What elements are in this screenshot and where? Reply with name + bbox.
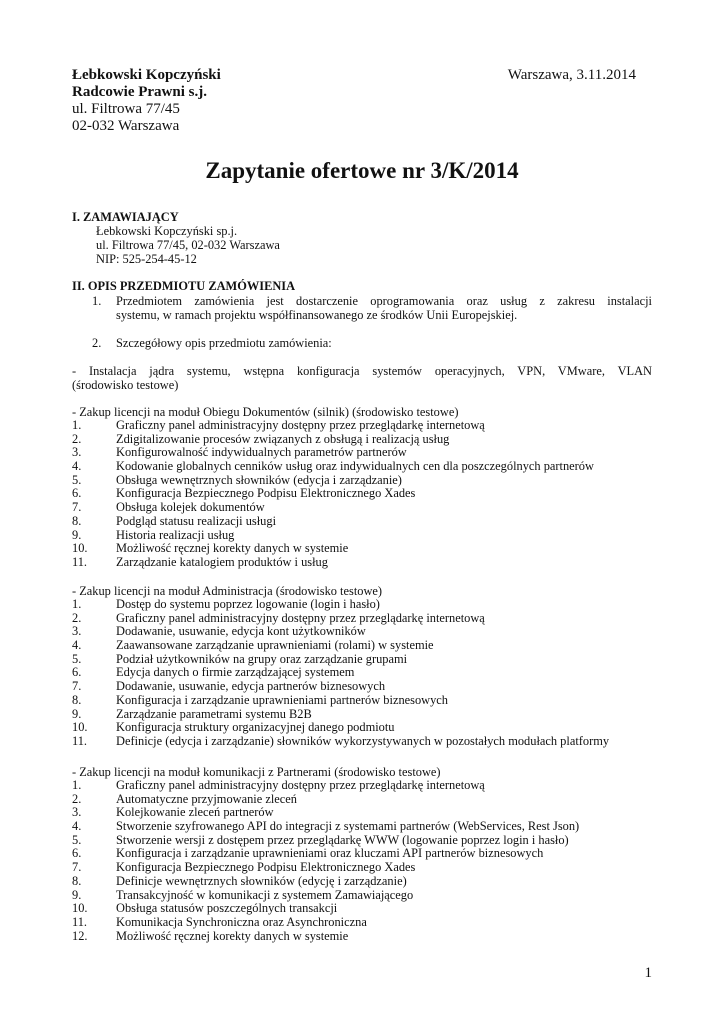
list-item-number: 2.	[72, 791, 82, 806]
client-address: ul. Filtrowa 77/45, 02-032 Warszawa	[96, 238, 280, 252]
install-line1: - Instalacja jądra systemu, wstępna konfiguracja systemów operacyjnych, VPN, VMware, VLAN	[72, 364, 652, 378]
list-item	[72, 653, 672, 667]
list-item-text: Graficzny panel administracyjny dostępny przez przeglądarkę internetową	[116, 418, 485, 432]
list-item-text: Kolejkowanie zleceń partnerów	[116, 805, 274, 820]
list-item-text: Obsługa statusów poszczególnych transakcji	[116, 901, 338, 916]
list-item	[72, 419, 672, 433]
list-item-number: 1.	[72, 778, 82, 792]
list-item	[72, 542, 672, 556]
section2-heading: II. OPIS PRZEDMIOTU ZAMÓWIENIA	[72, 279, 296, 293]
list-item-number: 5.	[72, 832, 82, 847]
list-item-number: 3.	[72, 624, 82, 639]
section1-heading: I. ZAMAWIAJĄCY	[72, 210, 179, 224]
list-item-text: Obsługa kolejek dokumentów	[116, 500, 265, 515]
paragraph-number: 2.	[92, 336, 102, 350]
list-item-text: Transakcyjność w komunikacji z systemem Zamawiającego	[116, 887, 414, 902]
list-item	[72, 474, 672, 488]
list-item	[72, 501, 672, 515]
list-item-number: 7.	[72, 860, 82, 875]
list-item-number: 6.	[72, 486, 82, 501]
list-item-text: Stworzenie szyfrowanego API do integracji z systemami partnerów (WebServices, Rest Json)	[116, 819, 580, 834]
list-item-text: Zaawansowane zarządzanie uprawnieniami (rolami) w systemie	[116, 638, 434, 653]
document-title: Zapytanie ofertowe nr 3/K/2014	[205, 158, 519, 183]
client-nip: NIP: 525-254-45-12	[96, 252, 197, 266]
list-item	[72, 721, 672, 735]
list-item-number: 9.	[72, 887, 82, 902]
list-item-text: Konfiguracja i zarządzanie uprawnieniami partnerów biznesowych	[116, 692, 448, 707]
list-item-number: 5.	[72, 651, 82, 666]
list-item-number: 7.	[72, 500, 82, 515]
list-item	[72, 460, 672, 474]
list-item	[72, 847, 672, 861]
list-item	[72, 820, 672, 834]
list-item	[72, 529, 672, 543]
list-item-number: 8.	[72, 692, 82, 707]
list-item-number: 10.	[72, 901, 88, 916]
list-item	[72, 556, 672, 570]
list-item-text: Zarządzanie katalogiem produktów i usług	[116, 554, 328, 569]
firm-name-line1: Łebkowski Kopczyński	[72, 67, 221, 83]
list-item-text: Konfiguracja i zarządzanie uprawnieniami oraz kluczami API partnerów biznesowych	[116, 846, 544, 861]
list-item-text: Zarządzanie parametrami systemu B2B	[116, 706, 312, 721]
list-item	[72, 433, 672, 447]
list-item-text: Konfiguracja Bezpiecznego Podpisu Elektronicznego Xades	[116, 486, 416, 501]
list-item	[72, 680, 672, 694]
list-item-text: Dostęp do systemu poprzez logowanie (login i hasło)	[116, 597, 380, 611]
firm-name-line2: Radcowie Prawni s.j.	[72, 84, 207, 100]
module1-list	[72, 419, 672, 570]
list-item-text: Obsługa wewnętrznych słowników (edycja i zarządzanie)	[116, 472, 402, 487]
list-item-number: 4.	[72, 638, 82, 653]
list-item-text: Podgląd statusu realizacji usługi	[116, 513, 277, 528]
list-item	[72, 708, 672, 722]
list-item	[72, 861, 672, 875]
list-item-number: 6.	[72, 665, 82, 680]
list-item-number: 10.	[72, 720, 88, 735]
list-item	[72, 806, 672, 820]
list-item	[72, 694, 672, 708]
list-item	[72, 598, 672, 612]
list-item-text: Definicje (edycja i zarządzanie) słowników wykorzystywanych w pozostałych modułach platformy	[116, 733, 610, 748]
list-item-number: 8.	[72, 873, 82, 888]
list-item-text: Dodawanie, usuwanie, edycja kont użytkowników	[116, 624, 366, 639]
list-item-number: 11.	[72, 914, 88, 929]
paragraph-2-text: Szczegółowy opis przedmiotu zamówienia:	[116, 336, 332, 350]
list-item	[72, 834, 672, 848]
list-item-text: Komunikacja Synchroniczna oraz Asynchroniczna	[116, 914, 367, 929]
list-item-number: 8.	[72, 513, 82, 528]
list-item-number: 12.	[72, 928, 88, 943]
list-item-text: Historia realizacji usług	[116, 527, 235, 542]
firm-postal: 02-032 Warszawa	[72, 118, 180, 134]
numbered-paragraph-1	[72, 294, 652, 324]
list-item	[72, 612, 672, 626]
list-item-number: 6.	[72, 846, 82, 861]
list-item	[72, 930, 672, 944]
list-item-number: 3.	[72, 445, 82, 460]
paragraph-number: 1.	[92, 294, 102, 308]
list-item-number: 4.	[72, 819, 82, 834]
list-item-number: 2.	[72, 610, 82, 625]
list-item-text: Kodowanie globalnych cenników usług oraz indywidualnych cen dla poszczególnych partnerów	[116, 459, 594, 474]
list-item	[72, 902, 672, 916]
list-item	[72, 639, 672, 653]
list-item-number: 7.	[72, 679, 82, 694]
list-item	[72, 487, 672, 501]
client-name: Łebkowski Kopczyński sp.j.	[96, 224, 238, 238]
numbered-paragraph-2	[72, 336, 652, 350]
module3-intro: - Zakup licencji na moduł komunikacji z Partnerami (środowisko testowe)	[72, 765, 441, 779]
list-item-number: 11.	[72, 733, 88, 748]
list-item-number: 10.	[72, 541, 88, 556]
list-item-text: Dodawanie, usuwanie, edycja partnerów biznesowych	[116, 679, 386, 694]
list-item	[72, 666, 672, 680]
page-number: 1	[644, 965, 652, 981]
paragraph-1-line2: systemu, w ramach projektu współfinansowanego ze środków Unii Europejskiej.	[116, 308, 518, 322]
list-item	[72, 735, 672, 749]
list-item	[72, 625, 672, 639]
firm-street: ul. Filtrowa 77/45	[72, 101, 180, 117]
list-item-number: 3.	[72, 805, 82, 820]
list-item-number: 5.	[72, 472, 82, 487]
list-item-text: Automatyczne przyjmowanie zleceń	[116, 791, 297, 806]
list-item-text: Edycja danych o firmie zarządzającej systemem	[116, 665, 355, 680]
list-item-number: 2.	[72, 431, 82, 446]
list-item-number: 1.	[72, 597, 82, 611]
list-item-text: Podział użytkowników na grupy oraz zarządzanie grupami	[116, 651, 408, 666]
list-item-text: Stworzenie wersji z dostępem przez przeglądarkę WWW (logowanie poprzez login i hasło)	[116, 832, 569, 847]
list-item-number: 1.	[72, 418, 82, 432]
list-item-text: Graficzny panel administracyjny dostępny przez przeglądarkę internetową	[116, 778, 485, 792]
install-line2: (środowisko testowe)	[72, 378, 179, 392]
module1-intro: - Zakup licencji na moduł Obiegu Dokumentów (silnik) (środowisko testowe)	[72, 405, 459, 419]
list-item	[72, 916, 672, 930]
list-item-text: Konfiguracja struktury organizacyjnej danego podmiotu	[116, 720, 395, 735]
module2-intro: - Zakup licencji na moduł Administracja (środowisko testowe)	[72, 584, 383, 598]
list-item-text: Możliwość ręcznej korekty danych w systemie	[116, 928, 349, 943]
list-item-text: Zdigitalizowanie procesów związanych z obsługą i realizacją usług	[116, 431, 450, 446]
list-item-text: Konfiguracja Bezpiecznego Podpisu Elektronicznego Xades	[116, 860, 416, 875]
list-item-text: Konfigurowalność indywidualnych parametrów partnerów	[116, 445, 407, 460]
list-item	[72, 779, 672, 793]
module3-list	[72, 779, 672, 943]
place-date: Warszawa, 3.11.2014	[507, 67, 636, 83]
list-item-number: 9.	[72, 706, 82, 721]
list-item-number: 9.	[72, 527, 82, 542]
paragraph-1-line1: Przedmiotem zamówienia jest dostarczenie oprogramowania oraz usług z zakresu instalacji	[116, 294, 652, 308]
list-item	[72, 446, 672, 460]
module2-list	[72, 598, 672, 749]
list-item-number: 11.	[72, 554, 88, 569]
install-paragraph	[72, 364, 652, 392]
list-item-text: Definicje wewnętrznych słowników (edycję i zarządzanie)	[116, 873, 407, 888]
list-item	[72, 793, 672, 807]
list-item-text: Możliwość ręcznej korekty danych w systemie	[116, 541, 349, 556]
list-item-number: 4.	[72, 459, 82, 474]
list-item-text: Graficzny panel administracyjny dostępny przez przeglądarkę internetową	[116, 610, 485, 625]
list-item	[72, 515, 672, 529]
list-item	[72, 889, 672, 903]
list-item	[72, 875, 672, 889]
